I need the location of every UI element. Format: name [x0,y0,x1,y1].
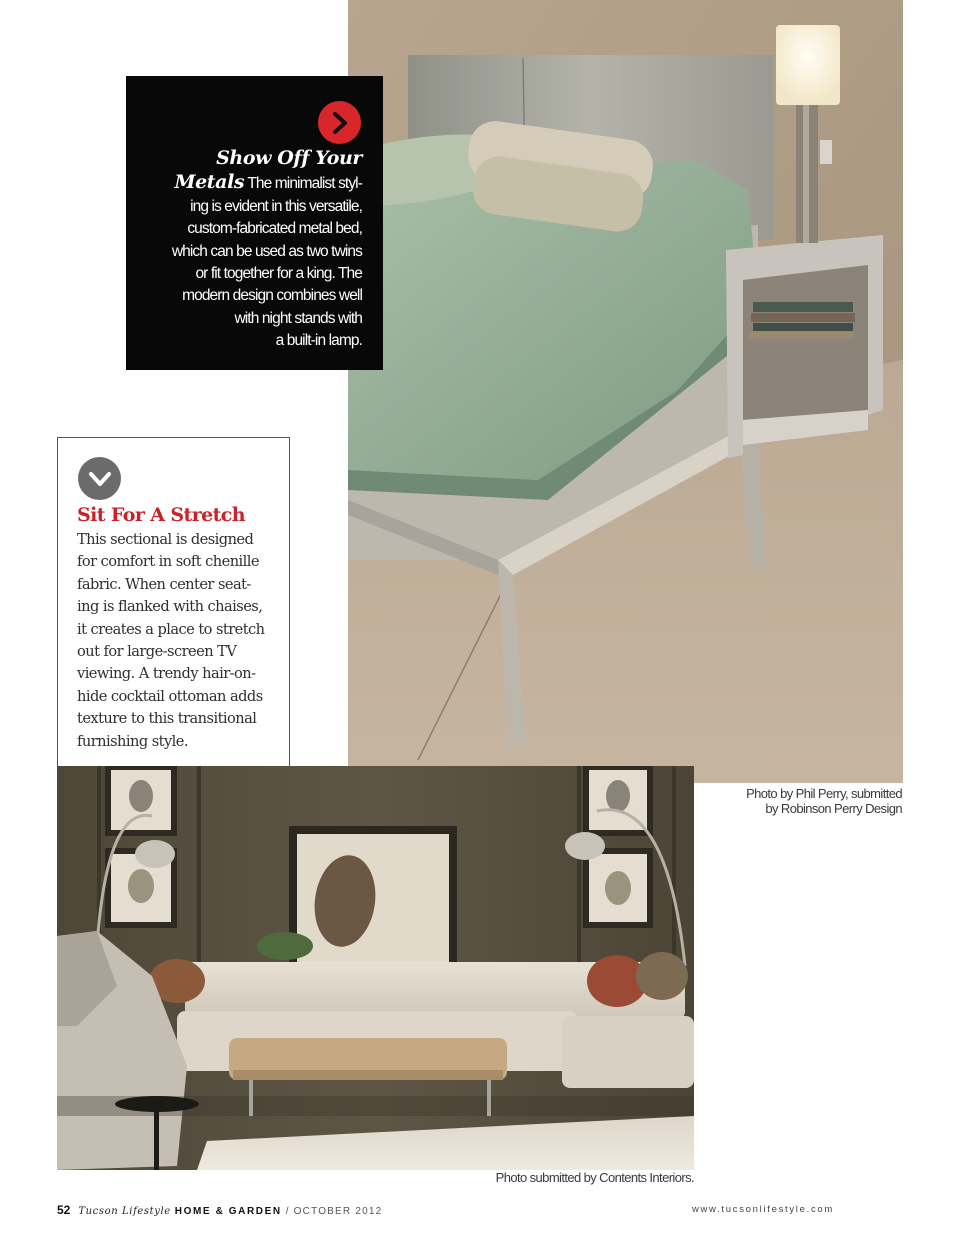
metals-body-line-8: a built-in lamp. [275,332,362,350]
stretch-body-line-8: hide cocktail ottoman adds [77,687,263,705]
magazine-name: Tucson Lifestyle [78,1206,171,1217]
stretch-body-line-3: fabric. When center seat- [77,575,251,593]
stretch-body-line-2: for comfort in soft chenille [77,553,260,571]
stretch-body-line-10: furnishing style. [77,732,188,750]
stretch-text [77,529,282,753]
stretch-body-line-7: viewing. A trendy hair-on- [77,665,256,683]
chevron-right-icon [318,101,361,144]
bedroom-photo-credit-line-2: by Robinson Perry Design [765,801,902,816]
chevron-down-icon [78,457,121,500]
stretch-body-line-6: out for large-screen TV [77,643,237,661]
section-name: HOME & GARDEN [174,1206,282,1217]
living-room-photo [57,766,694,1170]
metals-body-line-3: custom-fabricated metal bed, [187,220,362,238]
metals-body-line-2: ing is evident in this versatile, [190,197,362,215]
bedroom-photo-credit-line-1: Photo by Phil Perry, submitted [746,786,902,801]
metals-title-line-2: Metals [174,171,245,194]
metals-title-line-1: Show Off Your [216,147,362,169]
living-room-photo-credit: Photo submitted by Contents Interiors. [495,1170,694,1185]
metals-callout [126,76,383,370]
stretch-body-line-4: ing is flanked with chaises, [77,598,263,616]
metals-body-line-4: which can be used as two twins [171,242,362,260]
stretch-body-line-5: it creates a place to stretch [77,620,265,638]
issue-date: OCTOBER 2012 [293,1206,383,1217]
website-url: www.tucsonlifestyle.com [691,1204,834,1215]
metals-body-line-1: The minimalist styl- [247,175,362,193]
footer-separator: / [285,1206,290,1217]
stretch-body-line-1: This sectional is designed [77,531,254,548]
bedroom-photo [348,0,903,783]
page-footer-left [57,1203,382,1217]
stretch-body-line-9: texture to this transitional [77,710,257,728]
stretch-title: Sit For A Stretch [77,504,245,526]
metals-body-line-6: modern design combines well [182,287,362,305]
page-number: 52 [57,1203,71,1217]
metals-text [140,147,362,353]
metals-body-line-5: or fit together for a king. The [195,265,362,283]
stretch-callout [57,437,290,772]
metals-body-line-7: with night stands with [234,309,362,327]
